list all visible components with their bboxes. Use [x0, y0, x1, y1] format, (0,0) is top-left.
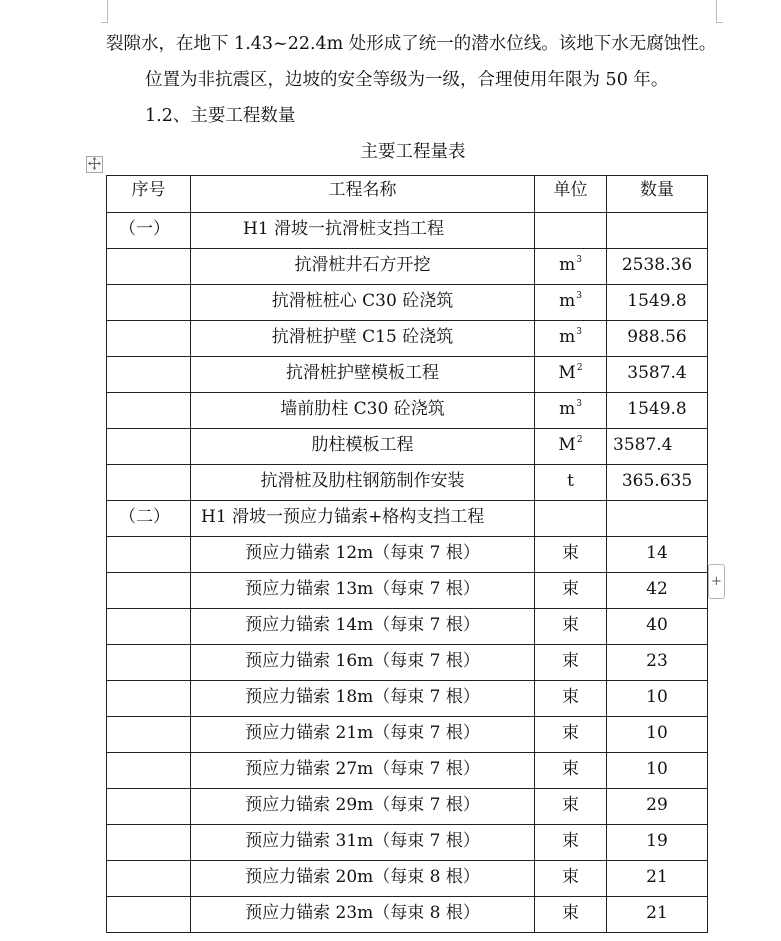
table-row — [107, 321, 708, 357]
cell-qty[interactable]: 29 — [607, 789, 708, 825]
cell-unit[interactable] — [535, 717, 607, 753]
table-row — [107, 825, 708, 861]
cell-name[interactable]: 预应力锚索 27m（每束 7 根） — [191, 753, 535, 789]
quantities-table — [106, 175, 708, 933]
cell-unit[interactable] — [535, 285, 607, 321]
unit-text: m — [559, 327, 576, 347]
cell-no[interactable] — [107, 393, 191, 429]
table-row — [107, 897, 708, 933]
cell-name[interactable]: 预应力锚索 20m（每束 8 根） — [191, 861, 535, 897]
cell-name[interactable]: H1 滑坡一预应力锚索+格构支挡工程 — [191, 501, 535, 537]
cell-no[interactable] — [107, 537, 191, 573]
unit-exponent: 2 — [576, 435, 583, 445]
cell-no[interactable] — [107, 897, 191, 933]
section-heading: 1.2、主要工程数量 — [145, 106, 296, 126]
cell-qty[interactable]: 42 — [607, 573, 708, 609]
unit-text: M — [558, 363, 576, 383]
cell-unit[interactable] — [535, 501, 607, 537]
unit-exponent: 3 — [576, 255, 582, 265]
unit-text: 束 — [562, 759, 579, 779]
cell-qty[interactable]: 21 — [607, 897, 708, 933]
table-row — [107, 357, 708, 393]
unit-text: m — [559, 399, 576, 419]
cell-unit[interactable] — [535, 609, 607, 645]
cell-unit[interactable] — [535, 429, 607, 465]
cell-unit[interactable] — [535, 213, 607, 249]
cell-name[interactable]: 预应力锚索 16m（每束 7 根） — [191, 645, 535, 681]
cell-name[interactable]: 预应力锚索 13m（每束 7 根） — [191, 573, 535, 609]
cell-name[interactable]: 抗滑桩护壁模板工程 — [191, 357, 535, 393]
cell-qty[interactable]: 10 — [607, 717, 708, 753]
header-cell-name[interactable]: 工程名称 — [191, 176, 535, 213]
cell-name[interactable]: 预应力锚索 12m（每束 7 根） — [191, 537, 535, 573]
cell-unit[interactable] — [535, 825, 607, 861]
cell-qty[interactable]: 23 — [607, 645, 708, 681]
move-arrows-icon — [88, 155, 101, 174]
table-group-row — [107, 213, 708, 249]
cell-unit[interactable] — [535, 861, 607, 897]
unit-text: 束 — [562, 831, 579, 851]
cell-no[interactable]: （二） — [107, 501, 191, 537]
page-corner-mark-right — [716, 0, 723, 23]
unit-text: 束 — [562, 543, 579, 563]
cell-qty[interactable]: 2538.36 — [607, 249, 708, 285]
header-cell-unit[interactable]: 单位 — [535, 176, 607, 213]
table-row — [107, 429, 708, 465]
table-row — [107, 465, 708, 501]
cell-no[interactable] — [107, 429, 191, 465]
cell-unit[interactable] — [535, 357, 607, 393]
cell-name[interactable]: 抗滑桩桩心 C30 砼浇筑 — [191, 285, 535, 321]
table-row — [107, 717, 708, 753]
cell-no[interactable] — [107, 249, 191, 285]
cell-unit[interactable] — [535, 681, 607, 717]
cell-name[interactable]: 预应力锚索 14m（每束 7 根） — [191, 609, 535, 645]
cell-qty[interactable]: 19 — [607, 825, 708, 861]
header-cell-qty[interactable]: 数量 — [607, 176, 708, 213]
table-row — [107, 285, 708, 321]
table-row — [107, 393, 708, 429]
cell-name[interactable]: 抗滑桩及肋柱钢筋制作安装 — [191, 465, 535, 501]
cell-no[interactable] — [107, 609, 191, 645]
cell-no[interactable] — [107, 285, 191, 321]
cell-name[interactable]: 肋柱模板工程 — [191, 429, 535, 465]
cell-name[interactable]: 预应力锚索 31m（每束 7 根） — [191, 825, 535, 861]
unit-text: m — [559, 291, 576, 311]
body-paragraph-line-2: 位置为非抗震区，边坡的安全等级为一级，合理使用年限为 50 年。 — [145, 70, 669, 90]
cell-unit[interactable] — [535, 321, 607, 357]
cell-name[interactable]: 预应力锚索 23m（每束 8 根） — [191, 897, 535, 933]
body-paragraph-line-1: 裂隙水，在地下 1.43~22.4m 处形成了统一的潜水位线。该地下水无腐蚀性。 — [106, 34, 717, 54]
cell-unit[interactable] — [535, 537, 607, 573]
cell-no[interactable] — [107, 825, 191, 861]
cell-no[interactable] — [107, 681, 191, 717]
cell-qty[interactable]: 3587.4 — [607, 429, 708, 465]
cell-no[interactable] — [107, 321, 191, 357]
cell-qty[interactable]: 1549.8 — [607, 285, 708, 321]
cell-unit[interactable] — [535, 753, 607, 789]
header-cell-no[interactable]: 序号 — [107, 176, 191, 213]
cell-name[interactable]: 抗滑桩井石方开挖 — [191, 249, 535, 285]
table-row — [107, 645, 708, 681]
unit-exponent: 3 — [576, 327, 582, 337]
cell-no[interactable] — [107, 717, 191, 753]
cell-no[interactable] — [107, 789, 191, 825]
page-corner-mark-left — [101, 0, 108, 23]
cell-qty[interactable]: 21 — [607, 861, 708, 897]
unit-text: 束 — [562, 579, 579, 599]
table-row — [107, 681, 708, 717]
unit-text: t — [567, 471, 574, 491]
cell-unit[interactable] — [535, 393, 607, 429]
unit-exponent: 3 — [576, 399, 582, 409]
cell-qty[interactable]: 10 — [607, 681, 708, 717]
cell-name[interactable]: 墙前肋柱 C30 砼浇筑 — [191, 393, 535, 429]
table-row — [107, 861, 708, 897]
table-move-handle[interactable] — [86, 156, 103, 173]
table-title: 主要工程量表 — [360, 142, 466, 162]
cell-name[interactable]: 预应力锚索 18m（每束 7 根） — [191, 681, 535, 717]
plus-icon: + — [711, 574, 722, 589]
unit-text: 束 — [562, 687, 579, 707]
cell-name[interactable]: 预应力锚索 21m（每束 7 根） — [191, 717, 535, 753]
table-row — [107, 609, 708, 645]
unit-text: 束 — [562, 795, 579, 815]
unit-exponent: 3 — [576, 291, 582, 301]
cell-qty[interactable]: 3587.4 — [607, 357, 708, 393]
add-row-button[interactable] — [708, 564, 725, 599]
cell-no[interactable] — [107, 573, 191, 609]
table-group-row — [107, 501, 708, 537]
table-row — [107, 753, 708, 789]
cell-no[interactable] — [107, 645, 191, 681]
unit-text: 束 — [562, 651, 579, 671]
cell-unit[interactable] — [535, 573, 607, 609]
cell-unit[interactable] — [535, 789, 607, 825]
cell-no[interactable] — [107, 357, 191, 393]
unit-text: M — [558, 435, 576, 455]
cell-no[interactable]: （一） — [107, 213, 191, 249]
unit-exponent: 2 — [576, 363, 583, 373]
cell-unit[interactable] — [535, 645, 607, 681]
cell-qty[interactable]: 10 — [607, 753, 708, 789]
cell-qty[interactable]: 14 — [607, 537, 708, 573]
unit-text: 束 — [562, 867, 579, 887]
cell-name[interactable]: H1 滑坡一抗滑桩支挡工程 — [191, 213, 535, 249]
cell-qty[interactable]: 365.635 — [607, 465, 708, 501]
table-row — [107, 573, 708, 609]
unit-text: 束 — [562, 723, 579, 743]
table-row — [107, 537, 708, 573]
unit-text: m — [559, 255, 576, 275]
cell-qty[interactable]: 988.56 — [607, 321, 708, 357]
table-header-row — [107, 176, 708, 213]
table-row — [107, 789, 708, 825]
cell-qty[interactable] — [607, 213, 708, 249]
table-row — [107, 249, 708, 285]
cell-no[interactable] — [107, 465, 191, 501]
unit-text: 束 — [562, 615, 579, 635]
cell-qty[interactable] — [607, 501, 708, 537]
cell-unit[interactable] — [535, 897, 607, 933]
cell-qty[interactable]: 40 — [607, 609, 708, 645]
cell-no[interactable] — [107, 861, 191, 897]
cell-no[interactable] — [107, 753, 191, 789]
unit-text: 束 — [562, 903, 579, 923]
cell-unit[interactable] — [535, 465, 607, 501]
cell-name[interactable]: 抗滑桩护壁 C15 砼浇筑 — [191, 321, 535, 357]
cell-qty[interactable]: 1549.8 — [607, 393, 708, 429]
cell-name[interactable]: 预应力锚索 29m（每束 7 根） — [191, 789, 535, 825]
cell-unit[interactable] — [535, 249, 607, 285]
